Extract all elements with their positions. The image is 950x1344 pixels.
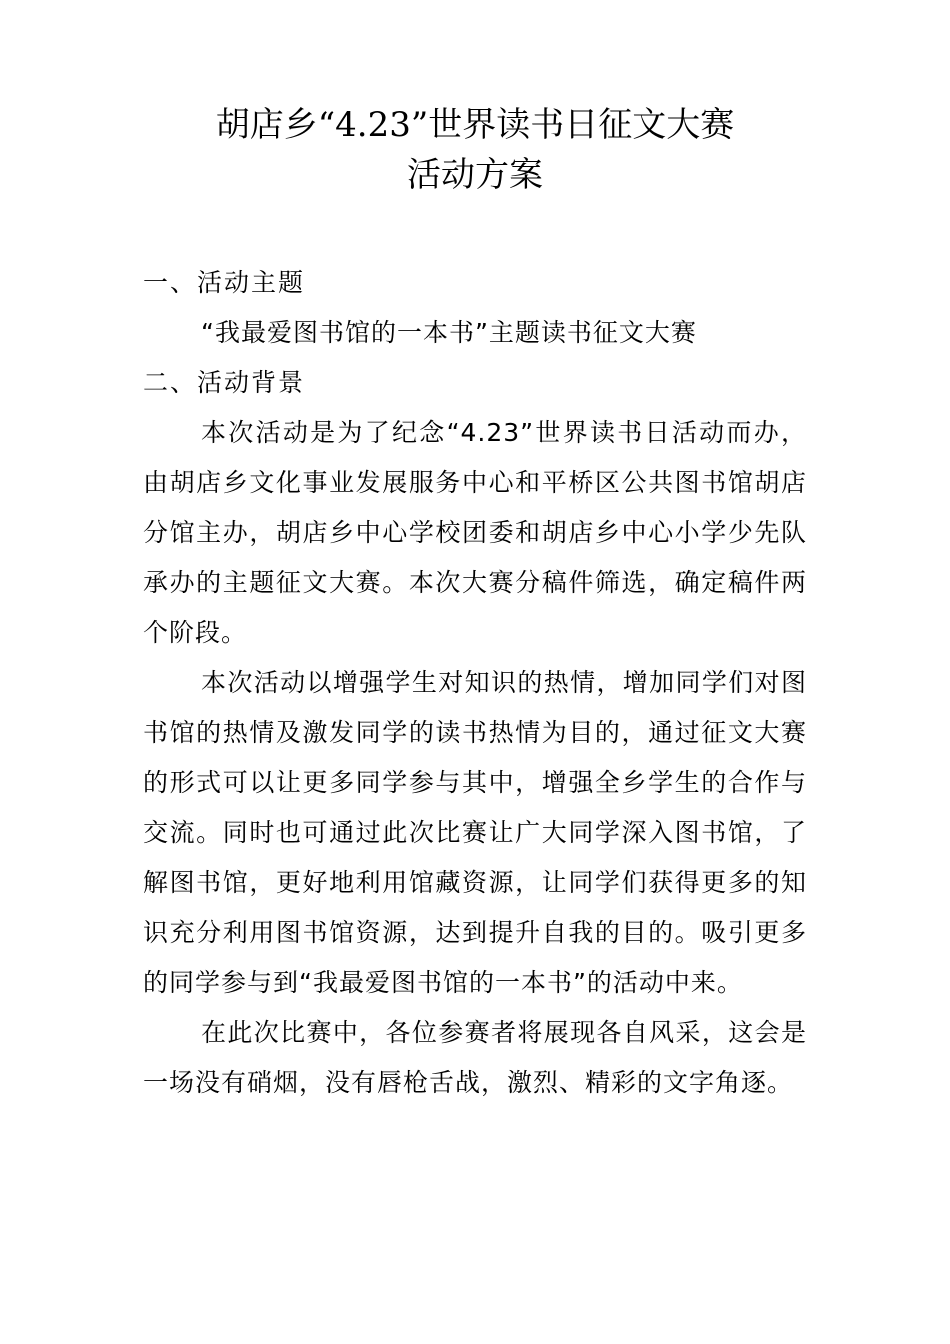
paragraph: 在此次比赛中，各位参赛者将展现各自风采，这会是一场没有硝烟，没有唇枪舌战，激烈、精彩的文字角逐。	[143, 1018, 807, 1097]
section-heading: 二、活动背景	[143, 368, 306, 397]
section-heading: 一、活动主题	[143, 268, 306, 297]
paragraph: “我最爱图书馆的一本书”主题读书征文大赛	[201, 318, 697, 347]
document-body	[143, 258, 807, 1108]
paragraph: 本次活动以增强学生对知识的热情，增加同学们对图书馆的热情及激发同学的读书热情为目的，通过征文大赛的形式可以让更多同学参与其中，增强全乡学生的合作与交流。同时也可通过此次比赛让广大同学深入图书馆，了解图书馆，更好地利用馆藏资源，让同学们获得更多的知识充分利用图书馆资源，达到提升自我的目的。吸引更多的同学参与到“我最爱图书馆的一本书”的活动中来。	[143, 668, 807, 997]
section-theme	[143, 258, 807, 358]
section-background	[143, 358, 807, 1108]
title-line-2: 活动方案	[407, 155, 543, 195]
title-line-1: 胡店乡“4.23”世界读书日征文大赛	[215, 105, 735, 145]
paragraph: 本次活动是为了纪念“4.23”世界读书日活动而办，由胡店乡文化事业发展服务中心和平桥区公共图书馆胡店分馆主办，胡店乡中心学校团委和胡店乡中心小学少先队承办的主题征文大赛。本次大赛分稿件筛选，确定稿件两个阶段。	[143, 418, 807, 647]
document-title	[0, 100, 950, 200]
